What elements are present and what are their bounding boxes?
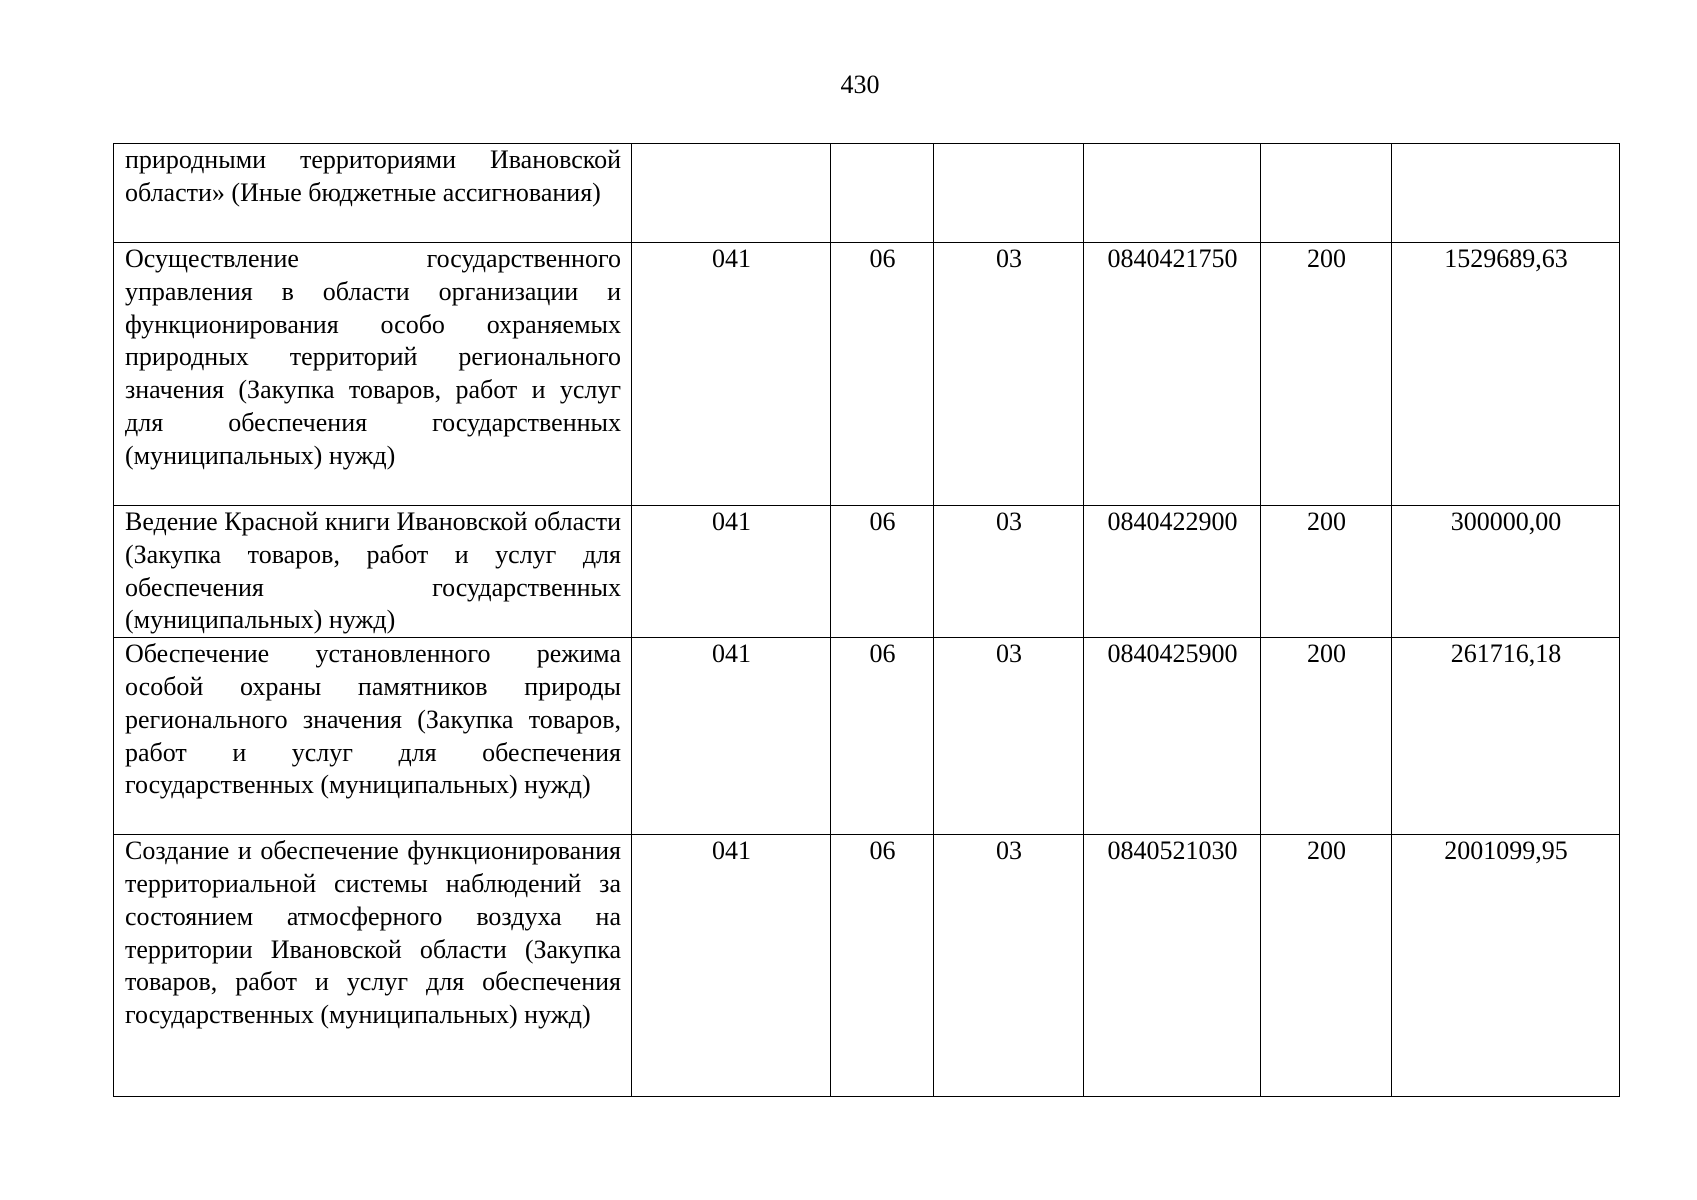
table-row — [114, 243, 1620, 506]
section-code: 06 — [831, 243, 934, 506]
budget-table — [113, 143, 1620, 1097]
page-number: 430 — [840, 70, 880, 99]
subsection-code: 03 — [934, 835, 1084, 1097]
amount-value — [1392, 144, 1620, 243]
subsection-code: 03 — [934, 506, 1084, 638]
ministry-code: 041 — [632, 835, 831, 1097]
table-row — [114, 144, 1620, 243]
expense-type-code: 200 — [1261, 835, 1392, 1097]
ministry-code — [632, 144, 831, 243]
amount-value: 1529689,63 — [1392, 243, 1620, 506]
table-row — [114, 638, 1620, 835]
table-row — [114, 835, 1620, 1097]
amount-value: 2001099,95 — [1392, 835, 1620, 1097]
subsection-code: 03 — [934, 243, 1084, 506]
ministry-code: 041 — [632, 638, 831, 835]
section-code — [831, 144, 934, 243]
amount-value: 261716,18 — [1392, 638, 1620, 835]
row-description: Ведение Красной книги Ивановской области (Закупка товаров, работ и услуг для обеспечения государственных (муниципальных) нужд) — [114, 506, 632, 638]
row-description: Осуществление государственного управления в области организации и функционирования особо охраняемых природных территорий регионального значения (Закупка товаров, работ и услуг для обеспечения государственных (муниципальных) нужд) — [114, 243, 632, 506]
ministry-code: 041 — [632, 243, 831, 506]
target-article-code: 0840422900 — [1084, 506, 1261, 638]
section-code: 06 — [831, 835, 934, 1097]
row-description: Обеспечение установленного режима особой охраны памятников природы регионального значения (Закупка товаров, работ и услуг для обеспечения государственных (муниципальных) нужд) — [114, 638, 632, 835]
target-article-code: 0840521030 — [1084, 835, 1261, 1097]
amount-value: 300000,00 — [1392, 506, 1620, 638]
target-article-code — [1084, 144, 1261, 243]
row-description: природными территориями Ивановской области» (Иные бюджетные ассигнования) — [114, 144, 632, 243]
subsection-code — [934, 144, 1084, 243]
section-code: 06 — [831, 506, 934, 638]
target-article-code: 0840421750 — [1084, 243, 1261, 506]
expense-type-code: 200 — [1261, 243, 1392, 506]
subsection-code: 03 — [934, 638, 1084, 835]
expense-type-code: 200 — [1261, 638, 1392, 835]
expense-type-code — [1261, 144, 1392, 243]
table-row — [114, 506, 1620, 638]
section-code: 06 — [831, 638, 934, 835]
row-description: Создание и обеспечение функционирования территориальной системы наблюдений за состоянием атмосферного воздуха на территории Ивановской области (Закупка товаров, работ и услуг для обеспечения государственных (муниципальных) нужд) — [114, 835, 632, 1097]
target-article-code: 0840425900 — [1084, 638, 1261, 835]
ministry-code: 041 — [632, 506, 831, 638]
expense-type-code: 200 — [1261, 506, 1392, 638]
